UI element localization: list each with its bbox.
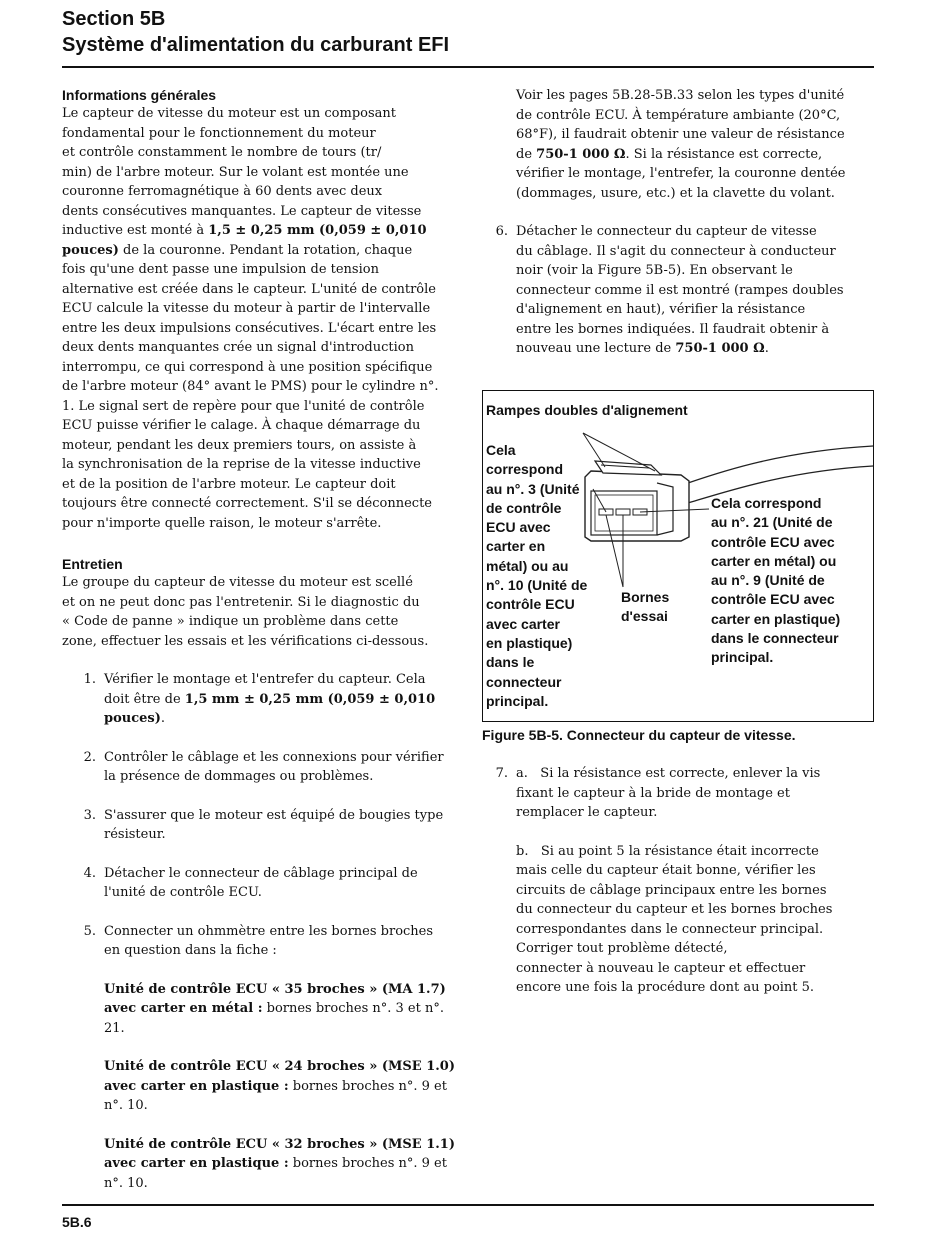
step-text: (dommages, usure, etc.) et la clavette du volant. bbox=[516, 185, 835, 201]
text-line: la synchronisation de la reprise de la vitesse inductive bbox=[62, 457, 421, 472]
section-number: Section 5B bbox=[62, 8, 166, 30]
step-text: a. Si la résistance est correcte, enlever la vis bbox=[516, 766, 821, 781]
step-text: b. Si au point 5 la résistance était incorrecte bbox=[516, 843, 819, 859]
step-text: correspondantes dans le connecteur principal. bbox=[516, 921, 824, 937]
right-column bbox=[488, 86, 874, 359]
text-line: entre les deux impulsions consécutives. L'écart entre les bbox=[62, 320, 437, 336]
step-text: entre les bornes indiquées. Il faudrait obtenir à bbox=[516, 321, 830, 337]
label-pin-3-10: Cela correspond au n°. 3 (Unité de contrôle ECU avec carter en métal) ou au n°. 10 (Unité de contrôle ECU avec carter en plastique) dans le connecteur principal. bbox=[486, 442, 588, 709]
general-paragraph bbox=[62, 104, 464, 533]
step-text: noir (voir la Figure 5B-5). En observant le bbox=[516, 263, 793, 278]
text-line: couronne ferromagnétique à 60 dents avec deux bbox=[62, 184, 383, 199]
step-2 bbox=[62, 748, 464, 787]
footer-divider bbox=[62, 1204, 874, 1206]
step-1 bbox=[62, 670, 464, 729]
step-number: 1. bbox=[83, 672, 96, 687]
text-line: ECU calcule la vitesse du moteur à partir de l'intervalle bbox=[62, 301, 431, 316]
text-line: 1. Le signal sert de repère pour que l'unité de contrôle bbox=[62, 398, 425, 414]
step-text: en question dans la fiche : bbox=[104, 943, 277, 958]
text-line: dents consécutives manquantes. Le capteur de vitesse bbox=[62, 203, 422, 219]
step-text: de 750-1 000 Ω. Si la résistance est correcte, bbox=[516, 146, 823, 162]
step-text: connecter à nouveau le capteur et effectuer bbox=[516, 960, 806, 976]
maintenance-heading: Entretien bbox=[62, 556, 123, 572]
text-line: et on ne peut donc pas l'entretenir. Si le diagnostic du bbox=[62, 594, 420, 610]
step-text: du câblage. Il s'agit du connecteur à conducteur bbox=[516, 243, 836, 259]
step-6 bbox=[488, 222, 874, 359]
cable-top-edge bbox=[688, 446, 873, 483]
label-test-terminals: Bornes d'essai bbox=[621, 589, 670, 625]
step-text: Vérifier le montage et l'entrefer du capteur. Cela bbox=[104, 672, 426, 687]
step-5 bbox=[62, 922, 464, 1194]
header-divider bbox=[62, 66, 874, 68]
step-text: fixant le capteur à la bride de montage et bbox=[516, 785, 790, 801]
general-heading: Informations générales bbox=[62, 87, 217, 103]
step-text: 68°F), il faudrait obtenir une valeur de résistance bbox=[516, 127, 845, 142]
terminal bbox=[616, 509, 630, 515]
label-pin-21-9: Cela correspond au n°. 21 (Unité de contrôle ECU avec carter en métal) ou au n°. 9 (Unité de contrôle ECU avec carter en plastique) dans le connecteur principal. bbox=[711, 495, 841, 666]
text-line: alternative est créée dans le capteur. L'unité de contrôle bbox=[62, 281, 436, 297]
step-text: vérifier le montage, l'entrefer, la couronne dentée bbox=[516, 166, 846, 181]
step-text: la présence de dommages ou problèmes. bbox=[104, 769, 374, 784]
step-text: circuits de câblage principaux entre les bornes bbox=[516, 882, 827, 898]
text-line: min) de l'arbre moteur. Sur le volant est montée une bbox=[62, 164, 409, 180]
text-line: moteur, pendant les deux premiers tours, on assiste à bbox=[62, 437, 417, 453]
ecu-32-pin-detail: n°. 10. bbox=[104, 1175, 148, 1191]
step-number: 2. bbox=[83, 749, 96, 765]
text-line: inductive est monté à 1,5 ± 0,25 mm (0,059 ± 0,010 bbox=[62, 223, 427, 238]
text-line: Le groupe du capteur de vitesse du moteur est scellé bbox=[62, 575, 413, 590]
step-text: du connecteur du capteur et les bornes broches bbox=[516, 902, 833, 917]
maintenance-paragraph bbox=[62, 573, 464, 651]
step-text: Connecter un ohmmètre entre les bornes broches bbox=[104, 923, 434, 939]
step-text: connecteur comme il est montré (rampes doubles bbox=[516, 282, 844, 298]
ecu-32-pin: Unité de contrôle ECU « 32 broches » (MSE 1.1) bbox=[104, 1136, 455, 1152]
section-title: Système d'alimentation du carburant EFI bbox=[62, 34, 450, 56]
ecu-24-pin-detail: avec carter en plastique : bornes broches n°. 9 et bbox=[104, 1078, 447, 1094]
step-text: pouces). bbox=[104, 711, 166, 726]
text-line: et de la position de l'arbre moteur. Le capteur doit bbox=[62, 476, 396, 492]
step-text: résisteur. bbox=[104, 827, 166, 842]
step-number: 4. bbox=[83, 865, 96, 881]
text-line: et contrôle constamment le nombre de tours (tr/ bbox=[62, 145, 382, 160]
step-number: 6. bbox=[495, 224, 508, 239]
page-number: 5B.6 bbox=[62, 1214, 92, 1230]
text-line: deux dents manquantes crée un signal d'introduction bbox=[62, 340, 414, 355]
step-text: nouveau une lecture de 750-1 000 Ω. bbox=[516, 341, 769, 356]
left-column bbox=[62, 86, 464, 1193]
step-text: S'assurer que le moteur est équipé de bougies type bbox=[104, 807, 444, 823]
text-line: de l'arbre moteur (84° avant le PMS) pour le cylindre n°. bbox=[62, 379, 439, 394]
text-line: fondamental pour le fonctionnement du moteur bbox=[62, 125, 376, 141]
figure-connector bbox=[482, 390, 874, 722]
step-number: 3. bbox=[83, 807, 96, 823]
text-line: fois qu'une dent passe une impulsion de tension bbox=[62, 262, 379, 277]
gap-spec: 1,5 ± 0,25 mm (0,059 ± 0,010 bbox=[208, 223, 427, 238]
step-text: Détacher le connecteur de câblage principal de bbox=[104, 865, 418, 881]
step-text: doit être de 1,5 mm ± 0,25 mm (0,059 ± 0,010 bbox=[104, 691, 436, 707]
ecu-24-pin: Unité de contrôle ECU « 24 broches » (MSE 1.0) bbox=[104, 1059, 455, 1074]
step-text: d'alignement en haut), vérifier la résistance bbox=[516, 302, 806, 317]
step-text: remplacer le capteur. bbox=[516, 805, 658, 820]
step-text: de contrôle ECU. À température ambiante (20°C, bbox=[516, 107, 841, 123]
step-5-continued bbox=[488, 86, 874, 203]
step-text: encore une fois la procédure dont au point 5. bbox=[516, 980, 815, 995]
text-line: Le capteur de vitesse du moteur est un composant bbox=[62, 106, 397, 121]
text-line: ECU puisse vérifier le calage. À chaque démarrage du bbox=[62, 418, 421, 433]
label-alignment-ramps: Rampes doubles d'alignement bbox=[486, 402, 688, 418]
text-line: toujours être connecté correctement. S'il se déconnecte bbox=[62, 496, 432, 511]
text-line: pouces) de la couronne. Pendant la rotation, chaque bbox=[62, 242, 413, 258]
ecu-24-pin-detail: n°. 10. bbox=[104, 1098, 148, 1113]
ecu-35-pin-detail: avec carter en métal : bornes broches n°. 3 et n°. 21. bbox=[104, 1001, 444, 1036]
step-text: Contrôler le câblage et les connexions pour vérifier bbox=[104, 749, 444, 765]
step-number: 5. bbox=[83, 923, 96, 939]
figure-caption: Figure 5B-5. Connecteur du capteur de vitesse. bbox=[482, 727, 796, 743]
step-text: Corriger tout problème détecté, bbox=[516, 941, 728, 956]
step-3 bbox=[62, 806, 464, 845]
step-4 bbox=[62, 864, 464, 903]
text-line: interrompu, ce qui correspond à une position spécifique bbox=[62, 359, 433, 375]
ecu-35-pin: Unité de contrôle ECU « 35 broches » (MA 1.7) bbox=[104, 981, 446, 997]
step-text: Voir les pages 5B.28-5B.33 selon les types d'unité bbox=[516, 88, 845, 103]
step-text: l'unité de contrôle ECU. bbox=[104, 885, 262, 900]
step-text: Détacher le connecteur du capteur de vitesse bbox=[516, 224, 817, 239]
text-line: zone, effectuer les essais et les vérifications ci-dessous. bbox=[62, 633, 429, 649]
step-number: 7. bbox=[495, 766, 508, 781]
gap-spec-unit: pouces) bbox=[62, 242, 119, 258]
page-header bbox=[62, 6, 874, 58]
step-text: mais celle du capteur était bonne, vérifier les bbox=[516, 863, 816, 878]
text-line: pour n'importe quelle raison, le moteur s'arrête. bbox=[62, 515, 382, 531]
ecu-32-pin-detail: avec carter en plastique : bornes broches n°. 9 et bbox=[104, 1156, 447, 1171]
text-line: « Code de panne » indique un problème dans cette bbox=[62, 614, 399, 629]
step-7 bbox=[488, 764, 874, 998]
